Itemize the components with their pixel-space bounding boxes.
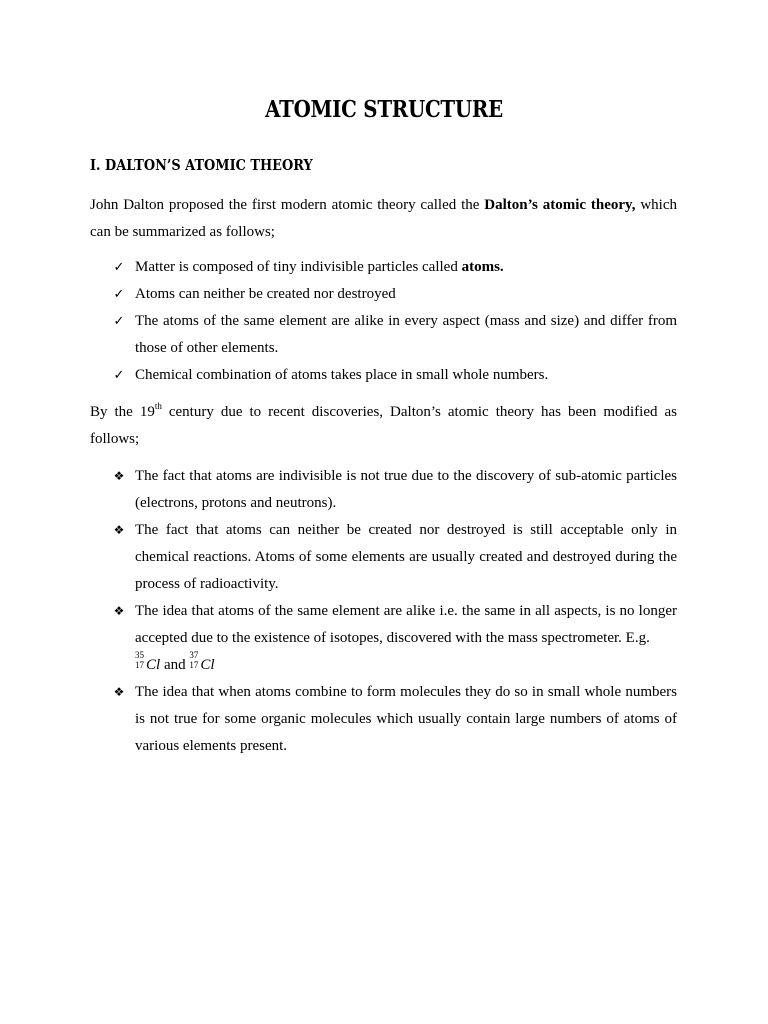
- page-title: ATOMIC STRUCTURE: [265, 96, 503, 123]
- intro-text: John Dalton proposed the first modern atomic theory called the: [90, 197, 485, 213]
- ordinal-superscript: th: [154, 401, 162, 411]
- list-item: [113, 362, 677, 389]
- list-item: [113, 679, 677, 760]
- atomic-number: 17: [189, 660, 199, 670]
- element-symbol: Cl: [146, 657, 161, 673]
- mass-number: 35: [135, 650, 144, 660]
- mass-number: 37: [189, 650, 199, 660]
- modification-text-end: century due to recent discoveries, Dalton’s atomic theory has been modified as follows;: [90, 404, 677, 447]
- intro-bold-term: Dalton’s atomic theory,: [484, 197, 636, 213]
- modifications-list: [0, 463, 768, 760]
- intro-text-end: which can be summarized as follows;: [90, 197, 677, 240]
- list-item-text: Chemical combination of atoms takes place in small whole numbers.: [135, 367, 549, 383]
- list-item-text: Atoms can neither be created nor destroyed: [135, 286, 396, 302]
- intro-paragraph: [90, 192, 677, 246]
- list-item-bold: atoms.: [461, 259, 504, 275]
- checkmark-icon: ✓: [113, 287, 125, 302]
- four-diamond-icon: ❖: [113, 523, 125, 537]
- four-diamond-icon: ❖: [113, 604, 125, 618]
- isotope-notation: [189, 652, 200, 672]
- checkmark-icon: ✓: [113, 314, 125, 329]
- element-symbol: Cl: [200, 657, 215, 673]
- list-item: [113, 517, 677, 598]
- list-item: [113, 463, 677, 517]
- checkmark-icon: ✓: [113, 368, 125, 383]
- postulates-list: [0, 254, 768, 389]
- isotope-joiner: and: [163, 657, 186, 673]
- list-item-text: The fact that atoms are indivisible is not true due to the discovery of sub-atomic particles (electrons, protons and neutrons).: [135, 468, 677, 511]
- isotope-notation: [135, 652, 146, 672]
- list-item: [113, 254, 677, 281]
- list-item-text: Matter is composed of tiny indivisible particles called: [135, 259, 462, 275]
- list-item-text: The idea that atoms of the same element are alike i.e. the same in all aspects, is no longer accepted due to the existence of isotopes, discovered with the mass spectrometer. E.g.: [135, 603, 677, 646]
- modification-paragraph: [90, 399, 677, 453]
- list-item-text: The idea that when atoms combine to form molecules they do so in small whole numbers is not true for some organic molecules which usually contain large numbers of atoms of various elements present.: [135, 684, 677, 754]
- list-item: [113, 308, 677, 362]
- list-item: [113, 281, 677, 308]
- modification-text: By the 19: [90, 404, 155, 420]
- four-diamond-icon: ❖: [113, 685, 125, 699]
- list-item-text: The atoms of the same element are alike in every aspect (mass and size) and differ from those of other elements.: [135, 313, 677, 356]
- list-item-text: The fact that atoms can neither be created nor destroyed is still acceptable only in chemical reactions. Atoms of some elements are usually created and destroyed during the process of radioactivity.: [135, 522, 677, 592]
- checkmark-icon: ✓: [113, 260, 125, 275]
- four-diamond-icon: ❖: [113, 469, 125, 483]
- atomic-number: 17: [135, 660, 144, 670]
- list-item: [113, 598, 677, 679]
- section-heading: I. DALTON’S ATOMIC THEORY: [90, 156, 313, 174]
